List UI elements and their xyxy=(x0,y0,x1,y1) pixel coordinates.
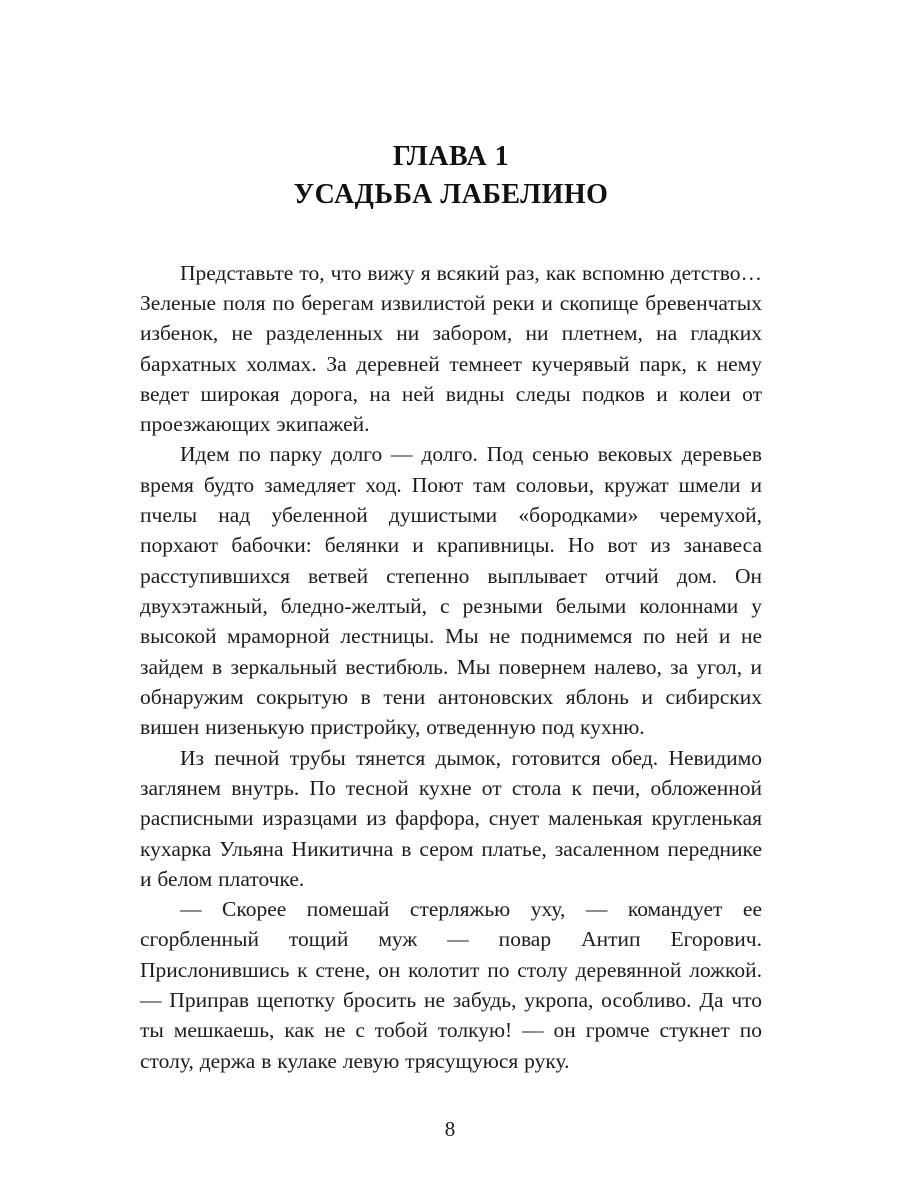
page-number: 8 xyxy=(444,1117,456,1141)
text-block xyxy=(140,138,762,1076)
chapter-title: УСАДЬБА ЛАБЕЛИНО xyxy=(293,178,609,210)
paragraph: Из печной трубы тянется дымок, готовится обед. Невидимо заглянем внутрь. По тесной кухне от стола к печи, обложенной расписными изразцами из фарфора, снует маленькая кругленькая кухарка Ульяна Никитична в сером платье, засаленном переднике и белом платочке. xyxy=(140,745,762,891)
paragraph: Представьте то, что вижу я всякий раз, как вспомню детство… Зеленые поля по берегам извилистой реки и скопище бревенчатых избенок, не разделенных ни забором, ни плетнем, на гладких бархатных холмах. За деревней темнеет кучерявый парк, к нему ведет широкая дорога, на ней видны следы подков и колеи от проезжающих экипажей. xyxy=(140,260,762,437)
body-text xyxy=(140,258,762,1076)
chapter-number: ГЛАВА 1 xyxy=(392,141,510,172)
paragraph: Идем по парку долго — долго. Под сенью вековых деревьев время будто замедляет ход. Поют там соловьи, кружат шмели и пчелы над убеленной душистыми «бородками» черемухой, порхают бабочки: белянки и крапивницы. Но вот из занавеса расступившихся ветвей степенно выплывает отчий дом. Он двухэтажный, бледно-желтый, с резными белыми колоннами у высокой мраморной лестницы. Мы не поднимемся по ней и не зайдем в зеркальный вестибюль. Мы повернем налево, за угол, и обнаружим сокрытую в тени антоновских яблонь и сибирских вишен низенькую пристройку, отведенную под кухню. xyxy=(140,442,762,740)
chapter-heading xyxy=(140,138,762,214)
paragraph: — Скорее помешай стерляжью уху, — командует ее сгорбленный тощий муж — повар Антип Егорович. Прислонившись к стене, он колотит по столу деревянной ложкой. — Приправ щепотку бросить не забудь, укропа, особливо. Да что ты мешкаешь, как не с тобой толкую! — он громче стукнет по столу, держа в кулаке левую трясущуюся руку. xyxy=(140,897,762,1073)
